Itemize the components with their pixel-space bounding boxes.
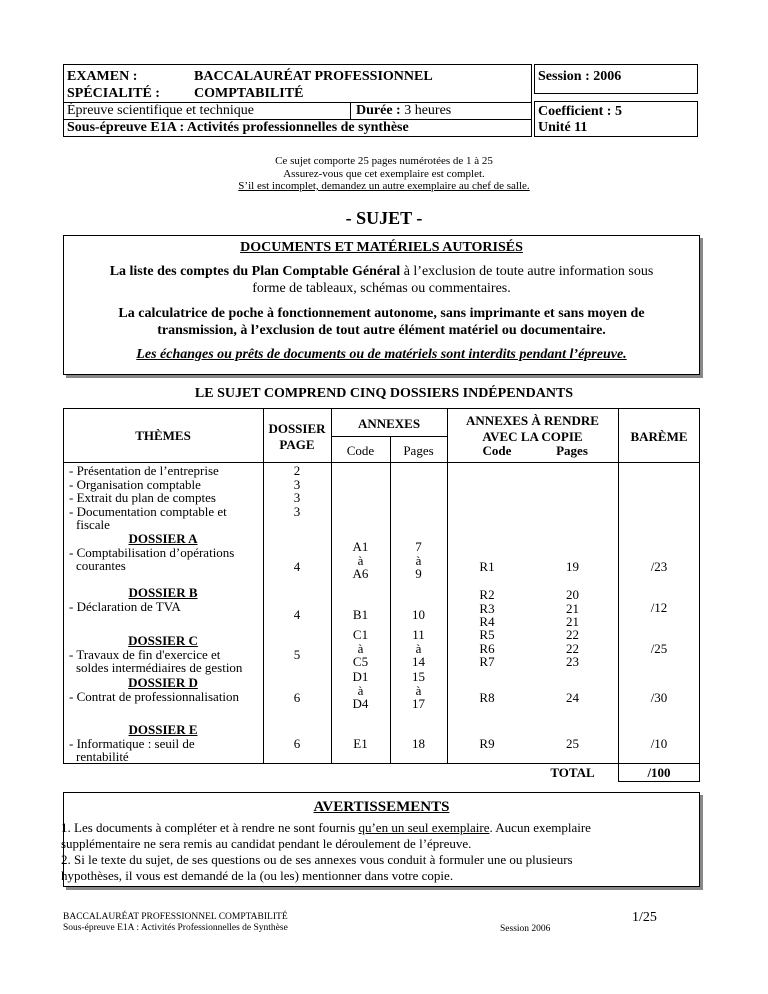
- dossier-d-rpages: 24: [566, 690, 579, 705]
- dossier-c-row: DOSSIER C - Travaux de fin d'exercice et soldes intermédiaires de gestion: [69, 633, 243, 675]
- coefficient-label: Coefficient : 5: [538, 104, 622, 119]
- avertissement-1: 1. Les documents à compléter et à rendre ne sont fournis qu’en un seul exemplaire. Aucun exemplaire: [61, 820, 591, 835]
- dossier-d-bareme: /30: [650, 690, 668, 705]
- total-value: /100: [647, 765, 671, 780]
- dossier-b-page: 4: [293, 607, 301, 622]
- avertissements-text: 1. Les documents à compléter et à rendre ne sont fournis qu’en un seul exemplaire. Aucun exemplaire supplémentaire ne sera remis au candidat pendant le déroulement de l’épreuve. 2. Si le texte du sujet, de ses questions ou de ses annexes vous conduit à formuler une ou plusieurs hypothèses, il vous est demandé de la (ou les) mentionner dans votre copie.: [61, 820, 721, 884]
- footer-session: Session 2006: [500, 924, 551, 934]
- dossier-b-code: B1: [352, 607, 369, 622]
- session-label: Session : 2006: [538, 69, 622, 84]
- header-pages-rendre: Pages: [556, 443, 588, 458]
- coefficient-box: [534, 101, 698, 137]
- documents-p3: Les échanges ou prêts de documents ou de matériels sont interdits pendant l’épreuve.: [136, 347, 627, 362]
- dossier-e-rcode: R9: [479, 736, 495, 751]
- dossier-c-bareme: /25: [650, 641, 668, 656]
- dossier-b-rpages: 20 21 21: [566, 587, 579, 629]
- notice: [0, 155, 768, 193]
- epreuve-label: Épreuve scientifique et technique: [67, 103, 254, 118]
- dossier-e-row: DOSSIER E - Informatique : seuil de rentabilité: [69, 722, 198, 764]
- intro-items: - Présentation de l’entreprise - Organisation comptable - Extrait du plan de comptes - Documentation comptable et fiscale: [69, 463, 227, 532]
- header-code-rendre: Code: [482, 443, 512, 458]
- dossier-b-bareme: /12: [650, 600, 668, 615]
- dossier-d-code: D1 à D4: [352, 669, 369, 711]
- dossier-a-rpages: 19: [566, 559, 579, 574]
- dossier-a-bareme: /23: [650, 559, 668, 574]
- dossier-c-code: C1 à C5: [352, 627, 369, 669]
- dossier-a-row: DOSSIER A - Comptabilisation d’opérations courantes: [69, 531, 235, 573]
- header-pages: Pages: [403, 443, 434, 458]
- dossier-a-rcode: R1: [479, 559, 495, 574]
- session-box: [534, 64, 698, 94]
- dossier-b-rcode: R2 R3 R4: [479, 587, 495, 629]
- dossier-d-rcode: R8: [479, 690, 495, 705]
- dossier-b-row: DOSSIER B - Déclaration de TVA: [69, 585, 198, 614]
- dossier-a-page: 4: [293, 559, 301, 574]
- header-annexes: ANNEXES: [357, 416, 421, 431]
- dossier-e-code: E1: [353, 736, 368, 751]
- header-code: Code: [346, 443, 375, 458]
- specialite-value: COMPTABILITÉ: [194, 86, 304, 101]
- examen-label: EXAMEN :: [67, 69, 138, 84]
- dossier-d-page: 6: [293, 690, 301, 705]
- dossier-c-rpages: 22 22 23: [566, 627, 579, 669]
- documents-p1: La liste des comptes du Plan Comptable Général à l’exclusion de toute autre information sous forme de tableaux, schémas ou commentaires.: [109, 264, 654, 296]
- header-dossier-page: DOSSIER PAGE: [268, 421, 326, 452]
- header-annexes-rendre: ANNEXES À RENDRE AVEC LA COPIE: [466, 413, 599, 444]
- dossier-a-pages: 7 à 9: [415, 539, 422, 581]
- intro-pages: 2 3 3 3: [293, 463, 301, 519]
- dossier-c-pages: 11 à 14: [412, 627, 425, 669]
- page-number: 1/25: [632, 910, 657, 925]
- duree: Durée : 3 heures: [356, 103, 452, 118]
- documents-p2: La calculatrice de poche à fonctionnement autonome, sans imprimante et sans moyen de transmission, à l’exclusion de tout autre élément matériel ou documentaire.: [118, 306, 645, 338]
- avertissement-2: 2. Si le texte du sujet, de ses questions ou de ses annexes vous conduit à formuler une ou plusieurs: [61, 852, 573, 867]
- header-bareme: BARÈME: [630, 429, 688, 444]
- notice-line-2: Assurez-vous que cet exemplaire est complet.: [283, 167, 485, 180]
- dossiers-table: [63, 408, 700, 782]
- unite-label: Unité 11: [538, 120, 588, 135]
- header-themes: THÈMES: [135, 428, 191, 443]
- documents-title: DOCUMENTS ET MATÉRIELS AUTORISÉS: [240, 240, 523, 255]
- dossier-e-pages: 18: [412, 736, 425, 751]
- examen-value: BACCALAURÉAT PROFESSIONNEL: [194, 69, 433, 84]
- dossier-d-row: DOSSIER D - Contrat de professionnalisation: [69, 675, 240, 704]
- table-caption: LE SUJET COMPREND CINQ DOSSIERS INDÉPENDANTS: [194, 386, 574, 401]
- total-label: TOTAL: [550, 765, 595, 780]
- documents-box: [63, 235, 700, 375]
- sous-epreuve: Sous-épreuve E1A : Activités professionnelles de synthèse: [67, 120, 409, 135]
- footer-left: BACCALAURÉAT PROFESSIONNEL COMPTABILITÉ Sous-épreuve E1A : Activités Professionnelles de Synthèse: [63, 912, 288, 933]
- specialite-label: SPÉCIALITÉ :: [67, 86, 160, 101]
- dossier-e-rpages: 25: [566, 736, 579, 751]
- exam-header-box: [63, 64, 532, 137]
- dossier-d-pages: 15 à 17: [412, 669, 425, 711]
- dossier-e-bareme: /10: [650, 736, 668, 751]
- notice-line-3: S’il est incomplet, demandez un autre exemplaire au chef de salle.: [238, 180, 530, 192]
- sujet-title: - SUJET -: [345, 208, 423, 228]
- dossier-a-code: A1 à A6: [352, 539, 369, 581]
- avertissements-title: AVERTISSEMENTS: [313, 799, 450, 815]
- dossier-c-rcode: R5 R6 R7: [479, 627, 495, 669]
- notice-line-1: Ce sujet comporte 25 pages numérotées de 1 à 25: [275, 155, 493, 167]
- dossier-c-page: 5: [293, 647, 301, 662]
- dossier-b-pages: 10: [412, 607, 425, 622]
- dossier-e-page: 6: [293, 736, 301, 751]
